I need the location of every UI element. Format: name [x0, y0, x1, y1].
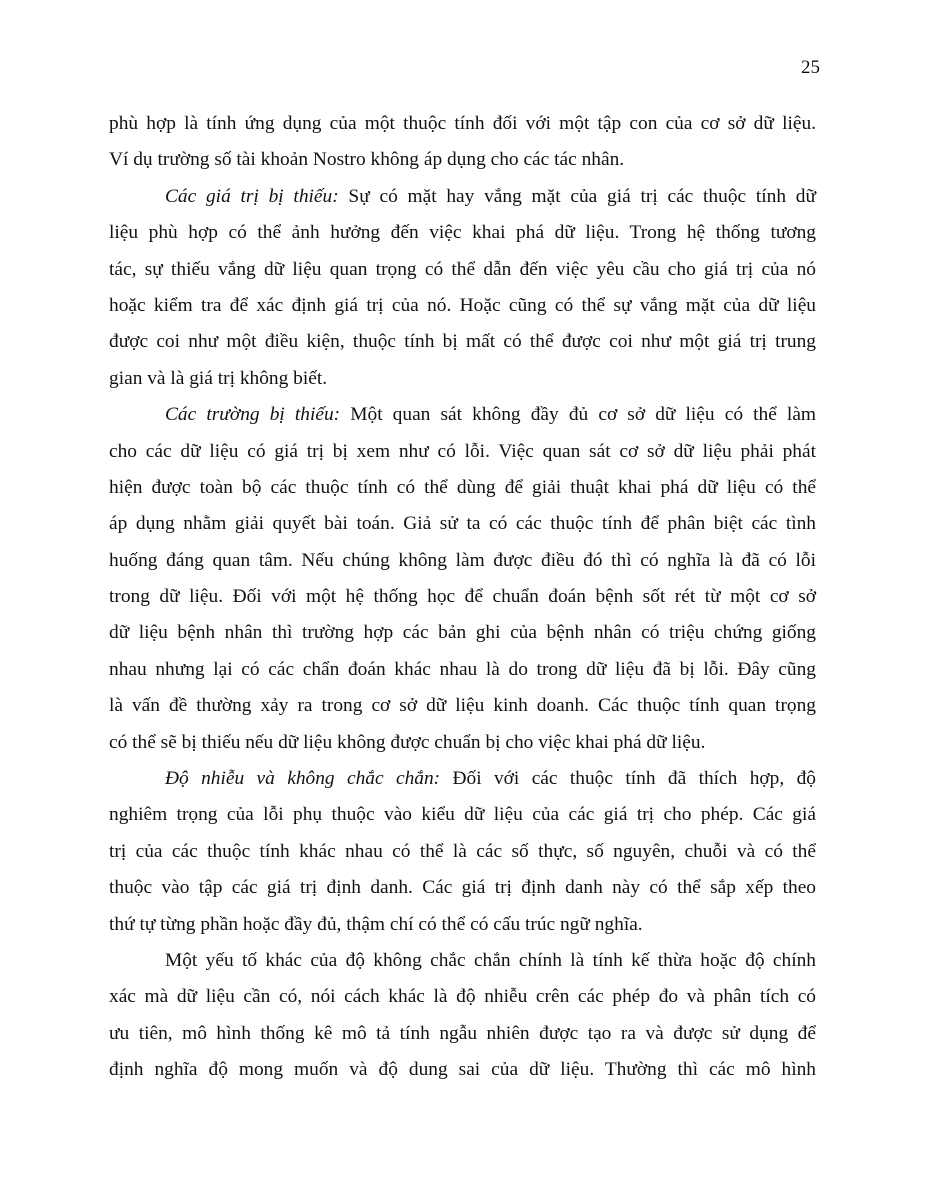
- page-body: [109, 106, 816, 1089]
- text-line: ưu tiên, mô hình thống kê mô tả tính ngẫu nhiên được tạo ra và được sử dụng để: [109, 1022, 816, 1044]
- text-line: hoặc kiểm tra để xác định giá trị của nó. Hoặc cũng có thể sự vắng mặt của dữ liệu: [109, 294, 816, 316]
- text-line: nhau nhưng lại có các chẩn đoán khác nhau là do trong dữ liệu đã bị lỗi. Đây cũng: [109, 658, 816, 680]
- text-line: Độ nhiễu và không chắc chắn: Đối với các thuộc tính đã thích hợp, độ: [165, 768, 816, 790]
- paragraph: [109, 397, 816, 761]
- paragraph: [109, 943, 816, 1089]
- paragraph-heading: Các giá trị bị thiếu:: [165, 185, 339, 207]
- text-line: gian và là giá trị không biết.: [109, 367, 328, 389]
- paragraph: [109, 106, 816, 179]
- text-line: trong dữ liệu. Đối với một hệ thống học để chuẩn đoán bệnh sốt rét từ một cơ sở: [109, 586, 816, 608]
- text-line: phù hợp là tính ứng dụng của một thuộc tính đối với một tập con của cơ sở dữ liệu.: [109, 113, 816, 134]
- text-line: huống đáng quan tâm. Nếu chúng không làm được điều đó thì có nghĩa là đã có lỗi: [109, 549, 816, 571]
- text-line: hiện được toàn bộ các thuộc tính có thể dùng để giải thuật khai phá dữ liệu có thể: [109, 476, 816, 498]
- page-number: 25: [801, 57, 820, 78]
- text-line: liệu phù hợp có thể ảnh hưởng đến việc khai phá dữ liệu. Trong hệ thống tương: [109, 222, 816, 244]
- text-line: được coi như một điều kiện, thuộc tính bị mất có thể được coi như một giá trị trung: [109, 331, 816, 353]
- paragraph: [109, 761, 816, 943]
- text-line: dữ liệu bệnh nhân thì trường hợp các bản ghi của bệnh nhân có triệu chứng giống: [109, 622, 816, 644]
- text-line: áp dụng nhằm giải quyết bài toán. Giả sử ta có các thuộc tính để phân biệt các tình: [109, 513, 816, 535]
- text-line: Ví dụ trường số tài khoản Nostro không áp dụng cho các tác nhân.: [109, 149, 625, 171]
- text-line: định nghĩa độ mong muốn và độ dung sai của dữ liệu. Thường thì các mô hình: [109, 1059, 816, 1081]
- text-line: thứ tự từng phần hoặc đầy đủ, thậm chí có thể có cấu trúc ngữ nghĩa.: [109, 913, 643, 935]
- text-line: trị của các thuộc tính khác nhau có thể là các số thực, số nguyên, chuỗi và có thể: [109, 840, 816, 862]
- text-line: thuộc vào tập các giá trị định danh. Các giá trị định danh này có thể sắp xếp theo: [109, 877, 816, 899]
- text-line: là vấn đề thường xảy ra trong cơ sở dữ liệu kinh doanh. Các thuộc tính quan trọng: [109, 695, 816, 717]
- text-line: Các giá trị bị thiếu: Sự có mặt hay vắng mặt của giá trị các thuộc tính dữ: [165, 185, 816, 207]
- paragraph-heading: Các trường bị thiếu:: [165, 404, 341, 426]
- text-line: Một yếu tố khác của độ không chắc chắn chính là tính kế thừa hoặc độ chính: [165, 949, 816, 971]
- text-line: nghiêm trọng của lỗi phụ thuộc vào kiểu dữ liệu của các giá trị cho phép. Các giá: [109, 804, 816, 826]
- text-line: xác mà dữ liệu cần có, nói cách khác là độ nhiễu crên các phép đo và phân tích có: [109, 986, 816, 1008]
- text-line: tác, sự thiếu vắng dữ liệu quan trọng có thể dẫn đến việc yêu cầu cho giá trị của nó: [109, 258, 816, 280]
- paragraph-heading: Độ nhiễu và không chắc chắn:: [165, 768, 441, 790]
- text-line: có thể sẽ bị thiếu nếu dữ liệu không được chuẩn bị cho việc khai phá dữ liệu.: [109, 731, 706, 753]
- text-line: Các trường bị thiếu: Một quan sát không đầy đủ cơ sở dữ liệu có thể làm: [165, 404, 817, 426]
- text-line: cho các dữ liệu có giá trị bị xem như có lỗi. Việc quan sát cơ sở dữ liệu phải phát: [109, 440, 816, 462]
- paragraph: [109, 179, 816, 397]
